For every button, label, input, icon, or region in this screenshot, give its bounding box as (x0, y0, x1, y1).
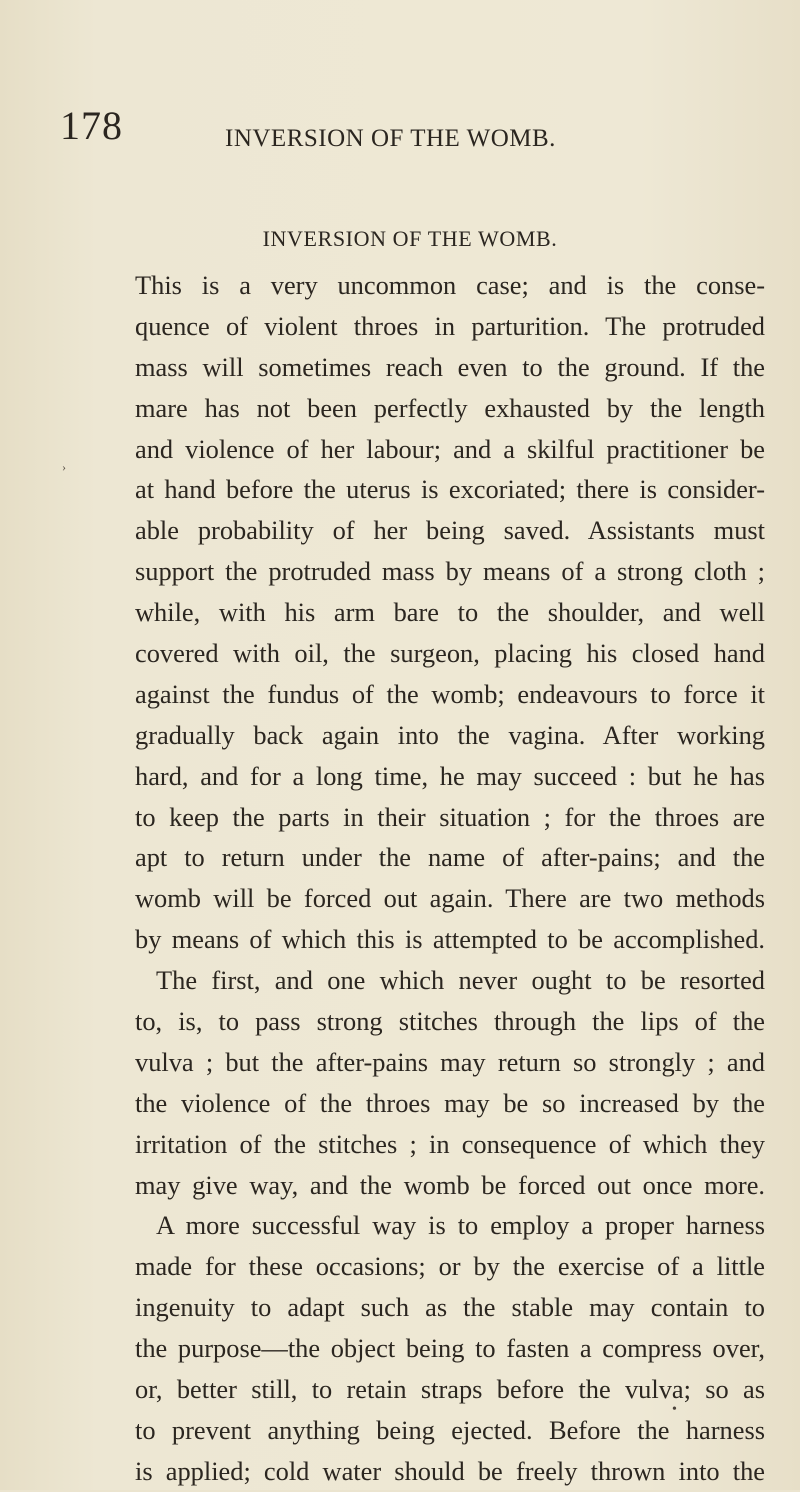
running-head (60, 104, 750, 154)
text-line: to, is, to pass strong stitches through the lips of the (135, 1006, 765, 1037)
text-line: the purpose—the object being to fasten a compress over, (135, 1333, 765, 1364)
text-line: to keep the parts in their situation ; for the throes are (135, 801, 765, 832)
text-line: womb will be forced out again. There are two methods (135, 883, 765, 914)
text-line: irritation of the stitches ; in consequence of which they (135, 1128, 765, 1159)
text-line: apt to return under the name of after-pains; and the (135, 842, 765, 873)
text-line: vulva ; but the after-pains may return so strongly ; and (135, 1046, 765, 1077)
text-line: mass will sometimes reach even to the ground. If the (135, 351, 765, 382)
text-line: against the fundus of the womb; endeavours to force it (135, 678, 765, 709)
margin-mark: › (62, 460, 66, 474)
text-line: at hand before the uterus is excoriated; there is consider- (135, 474, 765, 505)
section-heading: INVERSION OF THE WOMB. (262, 226, 558, 251)
text-line: and violence of her labour; and a skilful practitioner be (135, 433, 765, 464)
running-title: INVERSION OF THE WOMB. (225, 125, 556, 152)
text-line: made for these occasions; or by the exercise of a little (135, 1251, 765, 1282)
footer-mark: • (672, 1402, 677, 1417)
body-text (135, 265, 765, 1492)
text-line: gradually back again into the vagina. After working (135, 719, 765, 750)
text-line: quence of violent throes in parturition. The protruded (135, 310, 765, 341)
text-line: covered with oil, the surgeon, placing his closed hand (135, 638, 765, 669)
text-line: by means of which this is attempted to be accomplished. (135, 924, 765, 955)
text-line: may give way, and the womb be forced out once more. (135, 1169, 765, 1200)
text-line: mare has not been perfectly exhausted by the length (135, 392, 765, 423)
text-line: or, better still, to retain straps before the vulva; so as (135, 1374, 765, 1405)
text-line: A more successful way is to employ a proper harness (156, 1210, 765, 1241)
page-number: 178 (60, 103, 123, 148)
text-line: is applied; cold water should be freely thrown into the (135, 1455, 765, 1486)
text-line: support the protruded mass by means of a strong cloth ; (135, 556, 765, 587)
text-line: the violence of the throes may be so increased by the (135, 1087, 765, 1118)
text-line: This is a very uncommon case; and is the conse- (135, 270, 765, 300)
text-line: able probability of her being saved. Assistants must (135, 515, 765, 546)
text-line: hard, and for a long time, he may succeed : but he has (135, 760, 765, 791)
text-line: The first, and one which never ought to be resorted (156, 965, 765, 996)
text-line: ingenuity to adapt such as the stable may contain to (135, 1292, 765, 1323)
text-line: while, with his arm bare to the shoulder, and well (135, 597, 765, 628)
text-line: to prevent anything being ejected. Before the harness (135, 1414, 765, 1445)
